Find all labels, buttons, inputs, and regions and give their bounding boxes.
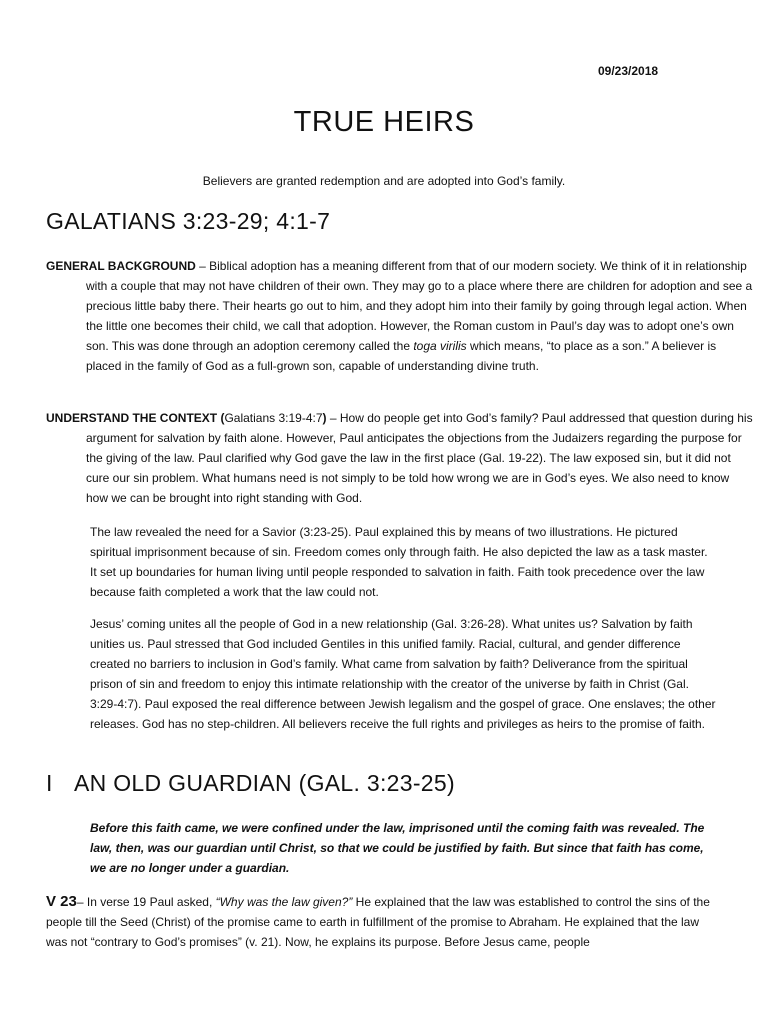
general-background-label: GENERAL BACKGROUND xyxy=(46,259,196,273)
scripture-passage-heading: GALATIANS 3:23-29; 4:1-7 xyxy=(46,208,331,234)
verse-commentary xyxy=(46,892,722,952)
section-numeral: I xyxy=(46,770,53,796)
general-background-text-1: – Biblical adoption has a meaning different from that of our modern society. We think of it in relationship with a couple that may not have children of their own. They may go to a place where there are children for adoption and see a precious little baby there. Their hearts go out to him, and they adopt him into their family by going through legal action. When the little one becomes their child, we call that adoption. However, the Roman custom in Paul’s day was to adopt one’s own son. This was done through an adoption ceremony called the xyxy=(86,259,753,353)
document-title: TRUE HEIRS xyxy=(293,106,475,138)
verse-number: V 23 xyxy=(46,893,77,910)
context-reference: Galatians 3:19-4:7 xyxy=(224,411,323,425)
section-heading xyxy=(46,770,455,797)
document-subtitle: Believers are granted redemption and are adopted into God’s family. xyxy=(202,174,566,188)
verse-text-2: He explained that the law was established to control the sins of the people till the Seed (Christ) of the promise came to earth in fulfillment of the promise to Abraham. He explained that the law was not “contrary to God’s promises” (v. 21). Now, he explains its purpose. Before Jesus came, people xyxy=(46,895,710,949)
context-paragraph xyxy=(46,408,754,508)
context-label: UNDERSTAND THE CONTEXT ( xyxy=(46,411,225,425)
section-title: AN OLD GUARDIAN (GAL. 3:23-25) xyxy=(74,770,455,796)
toga-virilis-term: toga virilis xyxy=(413,339,467,353)
verse-quote: “Why was the law given?” xyxy=(215,895,353,909)
general-background-text-2: which means, “to place as a son.” A believer is placed in the family of God as a full-grown son, capable of understanding divine truth. xyxy=(86,339,717,373)
document-date: 09/23/2018 xyxy=(598,64,659,78)
context-text: – How do people get into God’s family? Paul addressed that question during his argument for salvation by faith alone. However, Paul anticipates the objections from the Judaizers regarding the purpose for the giving of the law. Paul clarified why God gave the law in the first place (Gal. 19-22). The law exposed sin, but it did not cure our sin problem. What humans need is not simply to be told how wrong we are in God’s eyes. We also need to know how we can be brought into right standing with God. xyxy=(86,411,753,505)
verse-text-1: – In verse 19 Paul asked, xyxy=(76,895,216,909)
scripture-quote: Before this faith came, we were confined under the law, imprisoned until the coming faith was revealed. The law, then, was our guardian until Christ, so that we could be justified by faith. But since that faith has come, we are no longer under a guardian. xyxy=(90,821,705,875)
context-label-end: ) xyxy=(322,411,327,425)
context-paragraph-2: The law revealed the need for a Savior (3:23-25). Paul explained this by means of two illustrations. He pictured spiritual imprisonment because of sin. Freedom comes only through faith. He also depicted the law as a task master. It set up boundaries for human living until people responded to salvation in faith. Faith took precedence over the law because faith completed a work that the law could not. xyxy=(90,525,708,599)
context-paragraph-3: Jesus’ coming unites all the people of God in a new relationship (Gal. 3:26-28). What unites us? Salvation by faith unities us. Paul stressed that God included Gentiles in this unified family. Racial, cultural, and gender difference created no barriers to inclusion in God’s family. What came from salvation by faith? Deliverance from the spiritual prison of sin and freedom to enjoy this intimate relationship with the creator of the universe by faith in Christ (Gal. 3:29-4:7). Paul exposed the real difference between Jewish legalism and the gospel of grace. One enslaves; the other releases. God has no step-children. All believers receive the full rights and privileges as heirs to the promise of faith. xyxy=(90,617,716,731)
general-background-paragraph xyxy=(46,256,754,376)
